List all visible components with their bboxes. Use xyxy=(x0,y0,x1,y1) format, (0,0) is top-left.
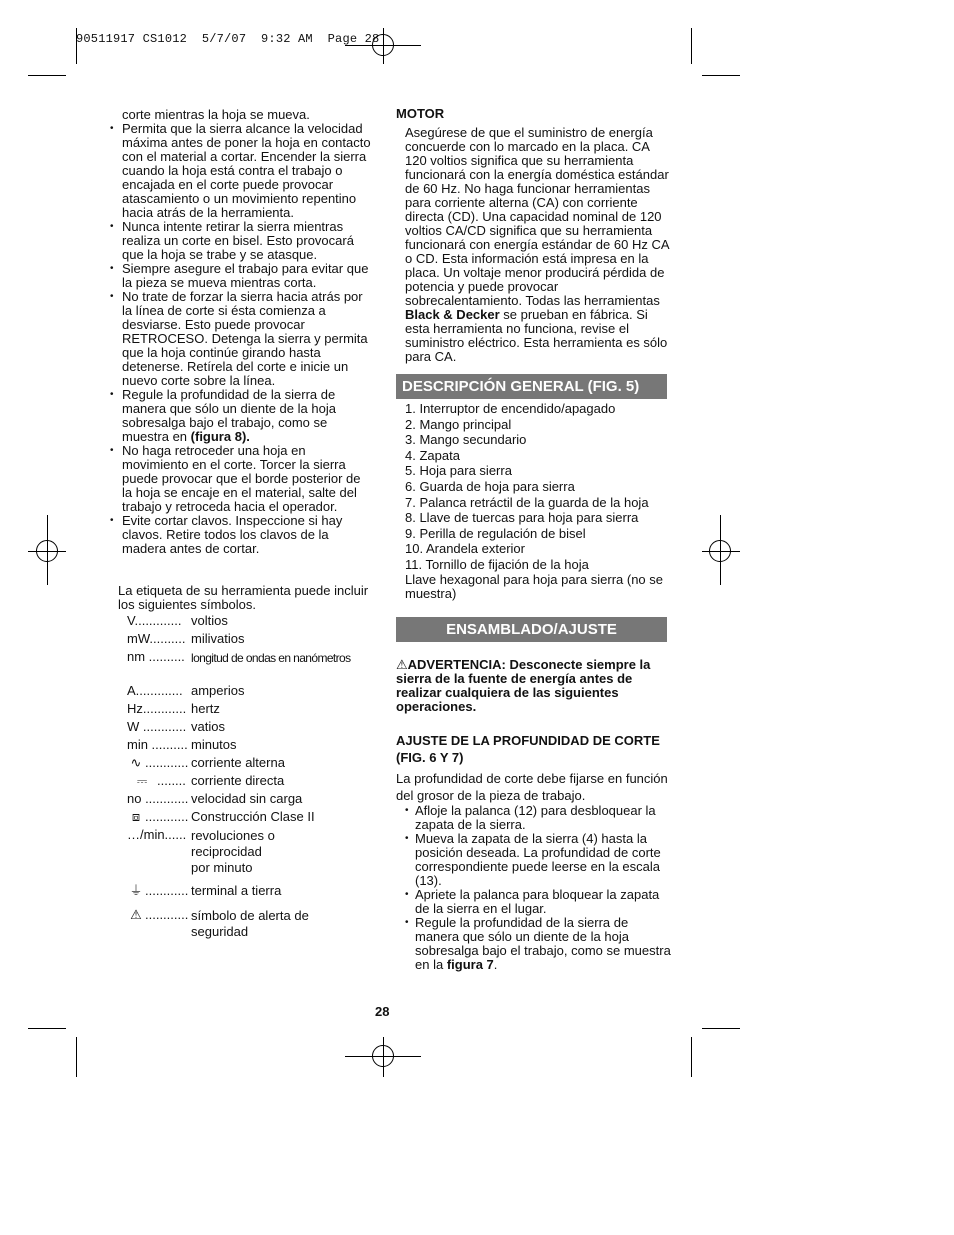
symbol-key: V............. xyxy=(127,614,182,628)
symbol-key: ............ xyxy=(145,908,189,922)
symbol-value: terminal a tierra xyxy=(191,883,282,898)
table-row xyxy=(127,632,372,650)
motor-text: Asegúrese de que el suministro de energía concuerde con lo marcado en la placa. CA 120 voltios significa que su herramienta funcionará con la energía doméstica estándar de 60 Hz. No haga funcionar herramientas para corriente alterna (CA) con corriente directa (CD). Una capacidad nominal de 120 voltios CA/CD significa que su herramienta funcionará con energía estándar de 60 Hz CA o CD. Esta información está impresa en la placa. Un voltaje menor producirá pérdida de potencia y puede provocar sobrecalentamiento. Todas las herramientas xyxy=(405,125,669,308)
alternating-current-icon: ∿ xyxy=(130,756,142,770)
section-heading-description: DESCRIPCIÓN GENERAL (FIG. 5) xyxy=(396,374,667,399)
list-item: 9. Perilla de regulación de bisel xyxy=(405,525,586,541)
list-item: • No trate de forzar la sierra hacia atrás por la línea de corte si ésta comienza a desviarse. Esto puede provocar RETROCESO. Detenga la sierra y permita que la hoja continúe girando hasta detenerse. Retírela del corte e inicie un nuevo corte sobre la línea. xyxy=(110,290,372,388)
table-row xyxy=(127,720,372,738)
table-row xyxy=(127,738,372,756)
warning-text: ADVERTENCIA: Desconecte siempre la sierra de la fuente de energía antes de realizar cualquiera de las siguientes operaciones. xyxy=(396,656,651,714)
class-two-construction-icon: ⧈ xyxy=(131,810,141,824)
symbol-key: W ............ xyxy=(127,720,187,734)
list-item: 1. Interruptor de encendido/apagado xyxy=(405,401,616,416)
ground-terminal-icon: ⏚ xyxy=(129,884,143,898)
table-row xyxy=(127,774,372,792)
table-row xyxy=(127,908,372,942)
list-item: 6. Guarda de hoja para sierra xyxy=(405,478,575,494)
table-row xyxy=(127,702,372,720)
table-row xyxy=(127,684,372,702)
crop-mark xyxy=(28,1028,66,1029)
symbol-value: hertz xyxy=(191,701,220,716)
symbol-value: amperios xyxy=(191,683,245,698)
list-item: 5. Hoja para sierra xyxy=(405,463,512,479)
list-item: 4. Zapata xyxy=(405,447,460,463)
list-item: • Evite cortar clavos. Inspeccione si hay clavos. Retire todos los clavos de la madera antes de cortar. xyxy=(110,514,372,556)
table-row xyxy=(127,614,372,632)
figure-reference: (figura 8). xyxy=(190,429,250,444)
symbol-value: voltios xyxy=(191,613,228,628)
symbol-value: minutos xyxy=(191,737,237,752)
list-item: • Siempre asegure el trabajo para evitar que la pieza se mueva mientras corta. xyxy=(110,262,372,290)
crop-mark xyxy=(691,1037,692,1077)
parts-list xyxy=(396,401,671,601)
crop-mark xyxy=(702,1028,740,1029)
list-item: 2. Mango principal xyxy=(405,416,512,432)
symbol-value: símbolo de alerta de seguridad xyxy=(191,908,309,939)
list-item: • Afloje la palanca (12) para desbloquear la zapata de la sierra. xyxy=(405,804,671,832)
list-item: 10. Arandela exterior xyxy=(405,541,525,557)
safety-alert-icon: ⚠ xyxy=(130,908,142,922)
symbol-value: Construcción Clase II xyxy=(191,809,315,824)
motor-heading: MOTOR xyxy=(396,106,445,121)
symbols-intro: La etiqueta de su herramienta puede incluir los siguientes símbolos. xyxy=(118,583,369,612)
symbol-value: corriente directa xyxy=(191,773,285,788)
symbol-key: nm .......... xyxy=(127,650,185,664)
list-item: • Mueva la zapata de la sierra (4) hasta la posición deseada. La profundidad de corte correspondiente puede leerse en la escala (13). xyxy=(405,832,671,888)
symbol-key: ........ xyxy=(157,774,186,788)
page-number: 28 xyxy=(375,1004,390,1019)
table-row xyxy=(127,792,372,810)
section-heading-assembly: ENSAMBLADO/AJUSTE xyxy=(396,617,667,642)
list-item: • Apriete la palanca para bloquear la zapata de la sierra en el lugar. xyxy=(405,888,671,916)
list-item-text: . xyxy=(493,956,498,972)
symbol-key: …/min...... xyxy=(127,828,187,842)
depth-bullet-list xyxy=(396,804,671,972)
symbol-value: longitud de ondas en nanómetros xyxy=(191,651,351,665)
crop-mark xyxy=(691,28,692,64)
list-item: 8. Llave de tuercas para hoja para sierra xyxy=(405,510,639,526)
symbol-value: milivatios xyxy=(191,631,245,646)
brand-name: Black & Decker xyxy=(405,307,500,322)
figure-reference: figura 7 xyxy=(446,956,494,972)
symbol-value: velocidad sin carga xyxy=(191,791,303,806)
list-item: • Nunca intente retirar la sierra mientras realiza un corte en bisel. Esto provocará que la hoja se trabe y se atasque. xyxy=(110,220,372,262)
symbol-key: Hz............ xyxy=(127,702,187,716)
left-column xyxy=(110,108,372,942)
symbol-key: no ............ xyxy=(127,792,189,806)
symbols-table xyxy=(110,614,372,942)
direct-current-icon: ⎓ xyxy=(136,774,148,788)
table-row xyxy=(127,756,372,774)
intro-line: corte mientras la hoja se mueva. xyxy=(122,107,310,122)
warning-paragraph xyxy=(396,658,671,714)
safety-alert-icon: ⚠ xyxy=(396,656,408,672)
list-item-text: Regule la profundidad de la sierra de manera que sólo un diente de la hoja sobresalga bajo el trabajo, como se muestra en xyxy=(122,387,336,444)
symbol-value: corriente alterna xyxy=(191,755,285,770)
symbol-key: ............ xyxy=(145,810,189,824)
depth-heading: AJUSTE DE LA PROFUNDIDAD DE CORTE (FIG. 6 Y 7) xyxy=(396,732,660,765)
list-item xyxy=(110,388,372,444)
list-item: 3. Mango secundario xyxy=(405,432,527,448)
symbol-key: A............. xyxy=(127,684,183,698)
symbol-value: revoluciones o reciprocidad por minuto xyxy=(191,828,275,875)
table-row xyxy=(127,810,372,828)
table-row xyxy=(127,650,372,684)
list-item: • Permita que la sierra alcance la velocidad máxima antes de poner la hoja en contacto con el material a cortar. Encender la sierra cuando la hoja está contra el trabajo o encajada en el corte puede provocar atascamiento o un movimiento repentino hacia atrás de la herramienta. xyxy=(110,122,372,220)
motor-text: se prueban en fábrica. Si esta herramienta no funciona, revise el suministro eléctrico. Esta herramienta es sólo para CA. xyxy=(405,307,668,364)
crop-mark xyxy=(702,75,740,76)
table-row xyxy=(127,828,372,884)
symbol-value: vatios xyxy=(191,719,225,734)
crop-mark xyxy=(76,1037,77,1077)
symbol-key: ............ xyxy=(145,756,189,770)
depth-intro: La profundidad de corte debe fijarse en función del grosor de la pieza de trabajo. xyxy=(396,770,668,803)
list-item xyxy=(405,916,671,972)
list-item: 7. Palanca retráctil de la guarda de la hoja xyxy=(405,494,649,510)
right-column xyxy=(396,107,671,972)
print-slug: 90511917 CS1012 5/7/07 9:32 AM Page 28 xyxy=(76,32,380,46)
list-item: 11. Tornillo de fijación de la hoja xyxy=(405,556,589,572)
symbol-key: min .......... xyxy=(127,738,188,752)
motor-paragraph xyxy=(396,126,671,364)
symbol-key: mW.......... xyxy=(127,632,186,646)
symbol-key: ............ xyxy=(145,884,189,898)
table-row xyxy=(127,884,372,908)
list-item: Llave hexagonal para hoja para sierra (no se muestra) xyxy=(405,571,664,601)
safety-bullet-list xyxy=(110,122,372,556)
list-item: • No haga retroceder una hoja en movimiento en el corte. Torcer la sierra puede provocar que el borde posterior de la hoja se encaje en el material, salte del trabajo y retroceda hacia el operador. xyxy=(110,444,372,514)
crop-mark xyxy=(28,75,66,76)
list-item-text: Regule la profundidad de la sierra de manera que sólo un diente de la hoja sobresalga bajo el trabajo, como se muestra en la xyxy=(415,914,671,972)
